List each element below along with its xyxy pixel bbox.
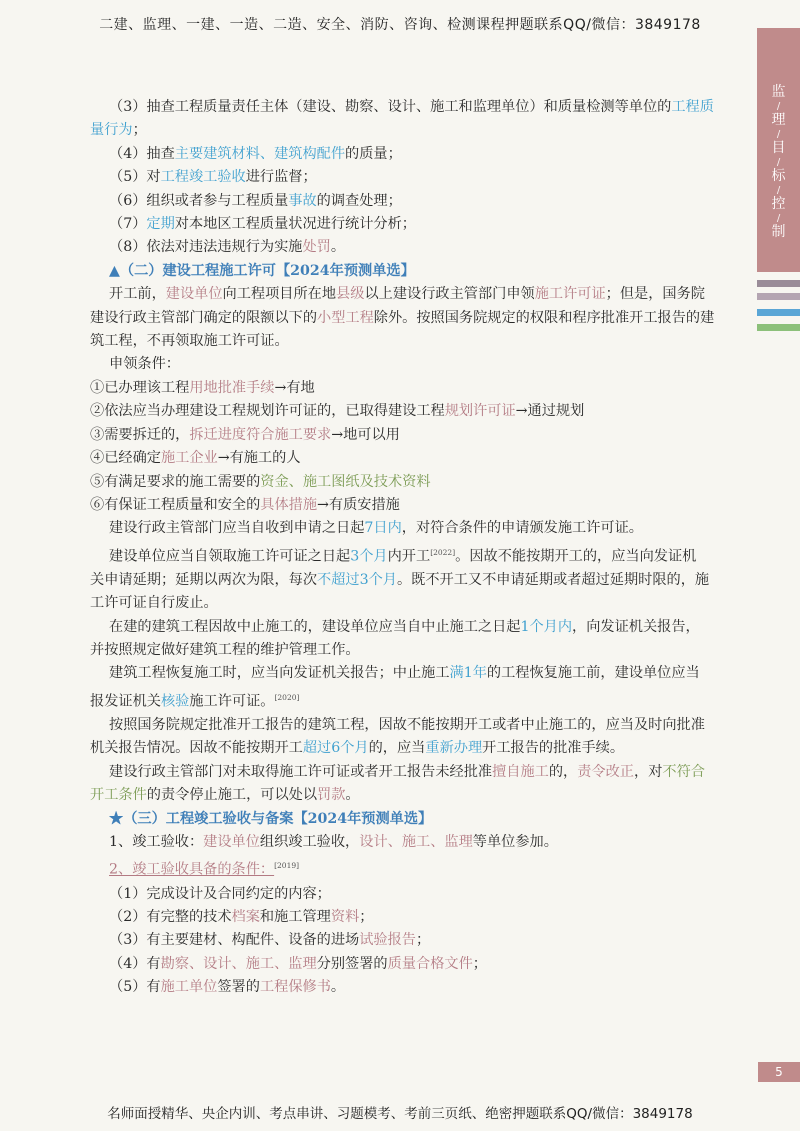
side-tab-char: 控 (771, 196, 786, 212)
side-tab-label (757, 84, 800, 241)
condition-item: ①已办理该工程用地批准手续→有地 (90, 379, 315, 396)
side-tab-char: 监 (771, 84, 786, 100)
bottom-banner: 名师面授精华、央企内训、考点串讲、习题模考、考前三页纸、绝密押题联系QQ/微信：3849178 (107, 1106, 693, 1122)
list-item: （5）有施工单位签署的工程保修书。 (109, 979, 346, 996)
paragraph-continuation: 筑工程，不再领取施工许可证。 (90, 333, 289, 350)
page-content (90, 96, 718, 1000)
color-stripe (757, 293, 800, 300)
list-item: （4）有勘察、设计、施工、监理分别签署的质量合格文件； (109, 955, 487, 972)
paragraph-continuation: 开工条件的责令停止施工，可以处以罚款。 (90, 787, 360, 804)
paragraph: 按照国务院规定批准开工报告的建筑工程，因故不能按期开工或者中止施工的，应当及时向批准 (109, 717, 705, 734)
list-item: （3）有主要建材、构配件、设备的进场试验报告； (109, 932, 431, 949)
list-item: （8）依法对违法违规行为实施处罚。 (109, 239, 346, 256)
side-tab-char: 目 (771, 140, 786, 156)
list-item: （6）组织或者参与工程质量事故的调查处理； (109, 192, 402, 209)
condition-item: ③需要拆迁的，拆迁进度符合施工要求→地可以用 (90, 426, 400, 443)
side-tab-separator: / (776, 185, 781, 196)
paragraph-continuation: 并按照规定做好建筑工程的维护管理工作。 (90, 642, 360, 659)
side-tab-separator: / (776, 101, 781, 112)
condition-item: ⑥有保证工程质量和安全的具体措施→有质安措施 (90, 496, 400, 513)
color-stripe (757, 324, 800, 331)
conditions-label: 申领条件： (109, 356, 180, 373)
top-banner: 二建、监理、一建、一造、二造、安全、消防、咨询、检测课程押题联系QQ/微信：3849178 (99, 17, 701, 33)
list-item: 2、竣工验收具备的条件：[2019] (109, 861, 300, 879)
side-tab (757, 28, 800, 272)
side-tab-separator: / (776, 157, 781, 168)
side-tab-char: 理 (771, 112, 786, 128)
list-item: （2）有完整的技术档案和施工管理资料； (109, 909, 374, 926)
list-item: （4）抽查主要建筑材料、建筑构配件的质量； (109, 145, 402, 162)
paragraph-continuation: 工许可证自行废止。 (90, 595, 218, 612)
list-item-continuation: 量行为； (90, 122, 147, 139)
list-item: （7）定期对本地区工程质量状况进行统计分析； (109, 216, 416, 233)
item-number: （7） (109, 216, 147, 233)
paragraph: 建筑工程恢复施工时，应当向发证机关报告；中止施工满1年的工程恢复施工前，建设单位应当 (109, 665, 700, 682)
section-heading: ★（三）工程竣工验收与备案【2024年预测单选】 (109, 810, 433, 827)
color-stripe (757, 309, 800, 316)
side-tab-separator: / (776, 213, 781, 224)
paragraph-continuation: 机关报告情况。因故不能按期开工超过6个月的，应当重新办理开工报告的批准手续。 (90, 740, 625, 757)
page-number: 5 (758, 1062, 800, 1082)
paragraph: 开工前，建设单位向工程项目所在地县级以上建设行政主管部门申领施工许可证；但是，国务院 (109, 286, 705, 303)
condition-item: ④已经确定施工企业→有施工的人 (90, 450, 301, 467)
paragraph-continuation: 报发证机关核验施工许可证。[2020] (90, 692, 300, 710)
section-heading: ▲（二）建设工程施工许可【2024年预测单选】 (109, 262, 415, 279)
side-tab-char: 制 (771, 224, 786, 240)
list-item: （1）完成设计及合同约定的内容； (109, 885, 331, 902)
list-item: （5）对工程竣工验收进行监督； (109, 169, 317, 186)
paragraph: 建设行政主管部门应当自收到申请之日起7日内，对符合条件的申请颁发施工许可证。 (109, 520, 643, 537)
paragraph: 建设行政主管部门对未取得施工许可证或者开工报告未经批准擅自施工的，责令改正，对不符合 (109, 763, 705, 780)
condition-item: ②依法应当办理建设工程规划许可证的，已取得建设工程规划许可证→通过规划 (90, 403, 585, 420)
side-tab-char: 标 (771, 168, 786, 184)
side-tab-separator: / (776, 129, 781, 140)
paragraph: 在建的建筑工程因故中止施工的，建设单位应当自中止施工之日起1个月内，向发证机关报告， (109, 618, 700, 635)
paragraph: 建设单位应当自领取施工许可证之日起3个月内开工[2022]。因故不能按期开工的，应当向发证机 (109, 547, 697, 565)
color-stripe (757, 280, 800, 287)
paragraph-continuation: 关申请延期；延期以两次为限，每次不超过3个月。既不开工又不申请延期或者超过延期时限的，施 (90, 571, 710, 588)
list-item: （3）抽查工程质量责任主体（建设、勘察、设计、施工和监理单位）和质量检测等单位的工程质 (109, 99, 714, 115)
condition-item: ⑤有满足要求的施工需要的资金、施工图纸及技术资料 (90, 473, 431, 490)
list-item: 1、竣工验收：建设单位组织竣工验收，设计、施工、监理等单位参加。 (109, 834, 558, 851)
paragraph-continuation: 建设行政主管部门确定的限额以下的小型工程除外。按照国务院规定的权限和程序批准开工报告的建 (90, 309, 715, 326)
